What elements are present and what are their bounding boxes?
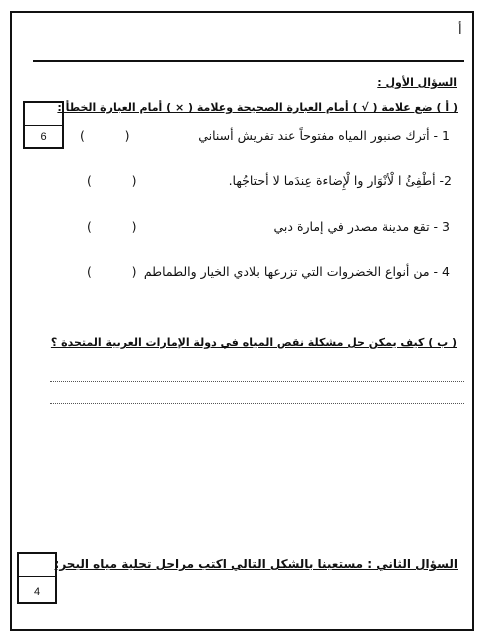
score-box-divider bbox=[19, 576, 55, 577]
answer-blank-2[interactable]: ( ) bbox=[87, 173, 137, 188]
score-box-question2 bbox=[17, 552, 57, 604]
statement-4: 4 - من أنواع الخضروات التي تزرعها بلادي الخيار والطماطم bbox=[143, 264, 450, 279]
score-box-divider bbox=[25, 125, 62, 126]
answer-blank-3[interactable]: ( ) bbox=[87, 219, 137, 234]
answer-line-2[interactable] bbox=[50, 403, 464, 404]
statement-2: 2- أطْفِئُ ا لْأنْوَار وا لْإِضاءة عِندَما لا أحتاجُها. bbox=[228, 173, 452, 188]
score-value: 4 bbox=[33, 586, 41, 598]
answer-blank-4[interactable]: ( ) bbox=[87, 264, 137, 279]
top-divider bbox=[33, 60, 464, 62]
question1-title: السؤال الأول : bbox=[377, 76, 457, 89]
question2-title: السؤال الثاني : مستعينا بالشكل التالي اكتب مراحل تحلية مياه البحر: bbox=[54, 557, 458, 571]
answer-blank-1[interactable]: ( ) bbox=[80, 128, 130, 143]
part-a-instruction: ( أ ) ضع علامة ( √ ) أمام العبارة الصحيحة وعلامة ( × ) أمام العبارة الخطأ : bbox=[57, 101, 458, 114]
score-box-question1 bbox=[23, 101, 64, 149]
score-value: 6 bbox=[40, 131, 47, 143]
corner-mark: أ bbox=[458, 23, 462, 38]
statement-1: 1 - أترك صنبور المياه مفتوحاً عند تفريش أسناني bbox=[198, 128, 450, 143]
statement-3: 3 - تقع مدينة مصدر في إمارة دبي bbox=[273, 219, 450, 234]
answer-line-1[interactable] bbox=[50, 381, 464, 382]
part-b-question: ( ب ) كيف يمكن حل مشكلة نقص المياه في دولة الإمارات العربية المتحدة ؟ bbox=[50, 336, 457, 349]
